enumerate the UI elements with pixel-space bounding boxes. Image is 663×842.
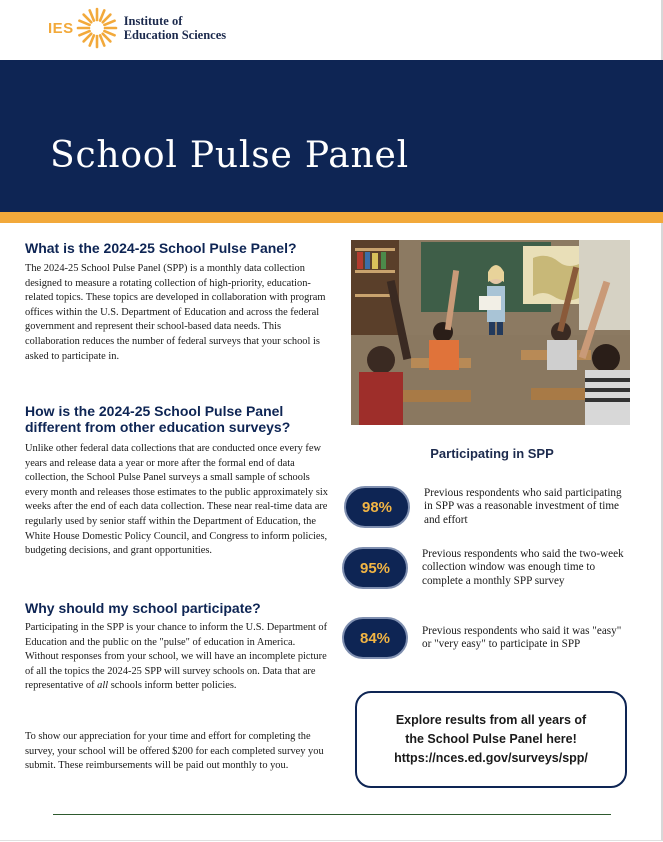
- why-text-part2: schools inform better policies.: [108, 680, 237, 692]
- org-name-line1: Institute of: [123, 14, 183, 28]
- explore-results-callout[interactable]: [355, 691, 627, 788]
- cta-url-link[interactable]: https://nces.ed.gov/surveys/spp/: [394, 751, 588, 765]
- cta-line2: the School Pulse Panel here!: [405, 732, 577, 746]
- section-heading-what: What is the 2024-25 School Pulse Panel?: [25, 240, 297, 256]
- section-body-what: The 2024-25 School Pulse Panel (SPP) is a monthly data collection designed to measure a rotating collection of high-priority, education-related topics. These topics are developed in collaboration with program offices within the U.S. Department of Education and across the federal government and represent their school-based data needs. This collaboration reduces the number of federal surveys that your school is asked to participate in.: [25, 263, 326, 362]
- stat-value-badge: 84%: [342, 617, 408, 659]
- section-body-how: Unlike other federal data collections that are conducted once every few years and release data a year or more after the formal end of data collection, the School Pulse Panel surveys a small sample of schools every month and releases those estimates to the public approximately six weeks after the end of each data collection. These near real-time data are regularly used by senior staff within the Department of Education, the White House Domestic Policy Council, and Congress to inform policies, budgeting decisions, and grant opportunities.: [25, 443, 328, 557]
- section-heading-why: Why should my school participate?: [25, 600, 261, 616]
- stat-row: [342, 547, 638, 589]
- page-title: School Pulse Panel: [50, 135, 409, 176]
- participating-title: Participating in SPP: [430, 446, 554, 461]
- section-body-appreciation: To show our appreciation for your time and effort for completing the survey, your school will be offered $200 for each completed survey you submit. These reimbursements will be paid out monthly to you.: [25, 731, 324, 772]
- org-name: [124, 14, 226, 42]
- why-text-emphasis: all: [97, 680, 109, 692]
- ies-logo[interactable]: [48, 6, 226, 50]
- stat-value-badge: 95%: [342, 547, 408, 589]
- logo-abbrev: IES: [48, 19, 74, 37]
- stat-description: Previous respondents who said it was "easy" or "very easy" to participate in SPP: [422, 624, 622, 650]
- org-name-line2: Education Sciences: [123, 28, 227, 42]
- banner-accent-stripe: [0, 212, 663, 223]
- classroom-photo: [351, 240, 630, 425]
- stat-row: [342, 617, 630, 659]
- section-body-why: [25, 621, 331, 694]
- section-heading-how: How is the 2024-25 School Pulse Panel different from other education surveys?: [25, 403, 291, 435]
- footer-rule: [53, 814, 611, 815]
- stat-row: [344, 486, 624, 528]
- cta-line1: Explore results from all years of: [395, 713, 587, 727]
- sun-icon: [76, 7, 118, 49]
- stat-value-badge: 98%: [344, 486, 410, 528]
- stat-description: Previous respondents who said the two-week collection window was enough time to complete a monthly SPP survey: [422, 547, 624, 587]
- stat-description: Previous respondents who said participating in SPP was a reasonable investment of time and effort: [424, 486, 622, 526]
- why-text-part1: Participating in the SPP is your chance to inform the U.S. Department of Education and the public on the "pulse" of education in America. Without responses from your school, we will have an incomplete picture of all the topics the 2024-25 SPP will survey schools on. Data that are representative of: [25, 622, 328, 692]
